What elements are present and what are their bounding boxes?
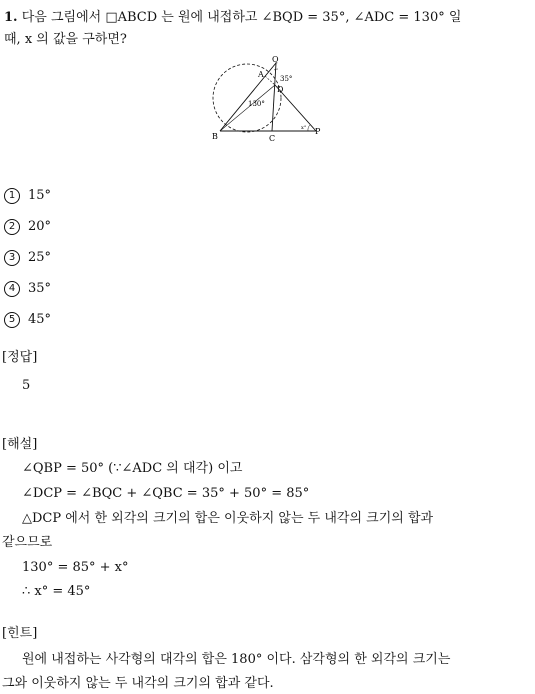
choice-3-text: 25°	[28, 250, 52, 265]
choice-3[interactable]	[4, 248, 51, 268]
choice-4-mark: 4	[4, 281, 20, 297]
choice-1-mark: 1	[4, 188, 20, 204]
geometry-figure	[208, 54, 328, 146]
question-text-2: 때, x 의 값을 구하면?	[4, 32, 127, 47]
label-angle-130: 130°	[248, 100, 265, 108]
choice-3-mark: 3	[4, 250, 20, 266]
hint-title: [힌트]	[2, 626, 38, 641]
choice-4-text: 35°	[28, 281, 52, 296]
question-text-1: 다음 그림에서 □ABCD 는 원에 내접하고 ∠BQD = 35°, ∠ADC = 130° 일	[21, 10, 462, 25]
choice-1-text: 15°	[28, 188, 52, 203]
choice-5-mark: 5	[4, 312, 20, 328]
choice-4[interactable]	[4, 279, 51, 299]
line-AD	[265, 76, 275, 85]
question-number: 1.	[4, 10, 18, 25]
explanation-line-2: ∠DCP = ∠BQC + ∠QBC = 35° + 50° = 85°	[22, 486, 310, 501]
angle-arc-p	[308, 125, 310, 131]
explanation-title: [해설]	[2, 437, 38, 452]
choice-5[interactable]	[4, 310, 51, 330]
line-BD	[220, 85, 275, 131]
hint-line-1: 원에 내접하는 사각형의 대각의 합은 180° 이다. 삼각형의 한 외각의 크기는	[22, 652, 451, 667]
label-P: P	[315, 127, 321, 136]
choice-1[interactable]	[4, 186, 51, 206]
explanation-line-4: 같으므로	[2, 535, 53, 550]
choice-5-text: 45°	[28, 312, 52, 327]
choice-2-text: 20°	[28, 219, 52, 234]
label-angle-x: x°	[301, 125, 307, 131]
label-Q: Q	[272, 55, 279, 64]
hint-line-2: 그와 이웃하지 않는 두 내각의 크기의 합과 같다.	[2, 676, 274, 691]
label-B: B	[212, 132, 218, 141]
line-BQ	[220, 63, 276, 131]
label-C: C	[269, 134, 276, 143]
answer-value: 5	[22, 378, 31, 393]
explanation-line-5: 130° = 85° + x°	[22, 560, 129, 575]
label-A: A	[258, 70, 264, 79]
choice-2[interactable]	[4, 217, 51, 237]
answer-title: [정답]	[2, 350, 38, 365]
explanation-line-6: ∴ x° = 45°	[22, 584, 91, 599]
label-D: D	[277, 85, 284, 94]
line-QC	[272, 63, 276, 131]
choice-2-mark: 2	[4, 219, 20, 235]
label-angle-35: 35°	[280, 75, 293, 83]
explanation-line-1: ∠QBP = 50° (∵∠ADC 의 대각) 이고	[22, 461, 243, 476]
question-line-1	[4, 8, 461, 28]
explanation-line-3: △DCP 에서 한 외각의 크기의 합은 이웃하지 않는 두 내각의 크기의 합과	[22, 511, 434, 526]
